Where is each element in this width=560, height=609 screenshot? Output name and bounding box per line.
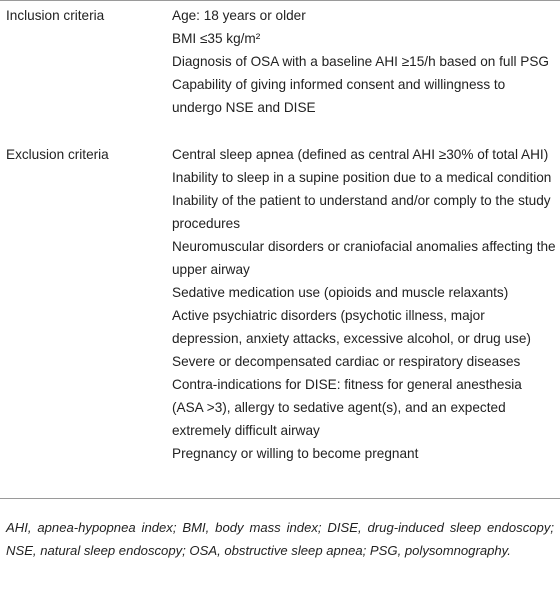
exclusion-item-sedatives: Sedative medication use (opioids and muscle relaxants): [172, 285, 509, 300]
inclusion-item-osa-diagnosis: Diagnosis of OSA with a baseline AHI ≥15/h based on full PSG: [172, 54, 549, 69]
exclusion-criteria-list: [172, 143, 556, 465]
inclusion-criteria-label: Inclusion criteria: [6, 8, 105, 23]
inclusion-item-age: Age: 18 years or older: [172, 8, 306, 23]
inclusion-criteria-list: [172, 4, 556, 119]
table-footnote: AHI, apnea-hypopnea index; BMI, body mass index; DISE, drug-induced sleep endoscopy; NSE, natural sleep endoscopy; OSA, obstructive sleep apnea; PSG, polysomnography.: [6, 520, 554, 558]
exclusion-criteria-label: Exclusion criteria: [6, 147, 109, 162]
table-bottom-rule: [0, 498, 560, 499]
inclusion-item-consent: Capability of giving informed consent and willingness to undergo NSE and DISE: [172, 77, 506, 115]
exclusion-item-dise-contraindications: Contra-indications for DISE: fitness for general anesthesia (ASA >3), allergy to sedative agent(s), and an expected extremely difficult airway: [172, 377, 522, 438]
exclusion-item-pregnancy: Pregnancy or willing to become pregnant: [172, 446, 419, 461]
inclusion-item-bmi: BMI ≤35 kg/m²: [172, 31, 261, 46]
exclusion-item-neuromuscular: Neuromuscular disorders or craniofacial anomalies affecting the upper airway: [172, 239, 556, 277]
exclusion-item-comprehension: Inability of the patient to understand and/or comply to the study procedures: [172, 193, 551, 231]
exclusion-item-psychiatric: Active psychiatric disorders (psychotic illness, major depression, anxiety attacks, excessive alcohol, or drug use): [172, 308, 531, 346]
exclusion-item-supine: Inability to sleep in a supine position due to a medical condition: [172, 170, 552, 185]
exclusion-item-cardiac-respiratory: Severe or decompensated cardiac or respiratory diseases: [172, 354, 521, 369]
table-top-rule: [0, 0, 560, 1]
exclusion-item-central-apnea: Central sleep apnea (defined as central AHI ≥30% of total AHI): [172, 147, 549, 162]
